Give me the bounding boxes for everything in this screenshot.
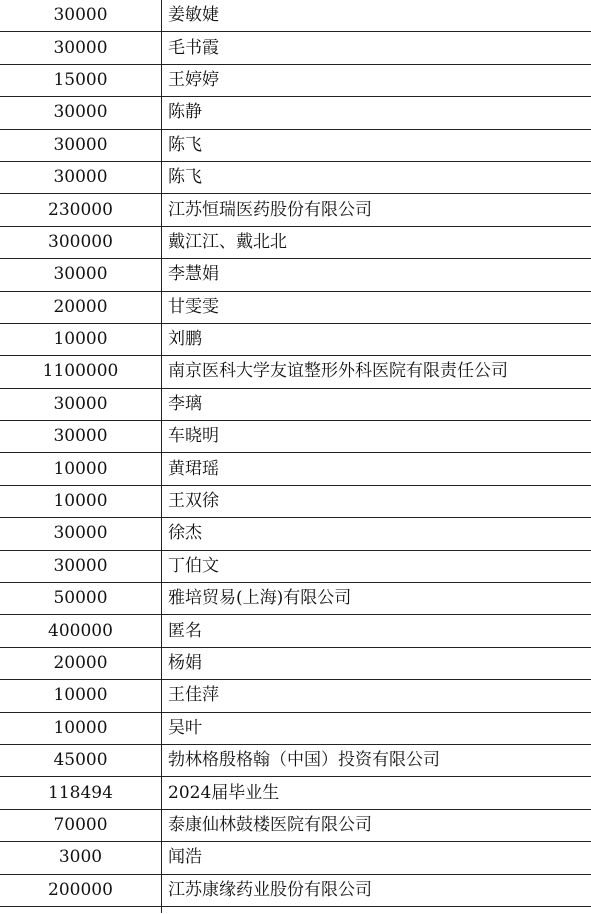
amount-cell: 30000: [0, 97, 162, 129]
amount-cell: 3000: [0, 842, 162, 874]
table-row: [0, 874, 591, 906]
donor-cell: 2024届毕业生: [162, 777, 591, 809]
donor-cell: 李慧娟: [162, 259, 591, 291]
table-row: [0, 842, 591, 874]
donor-cell: 吴叶: [162, 712, 591, 744]
amount-cell: 10000: [0, 485, 162, 517]
amount-cell: 30000: [0, 161, 162, 193]
donor-cell: 徐杰: [162, 518, 591, 550]
amount-cell: 400000: [0, 615, 162, 647]
table-row: [0, 550, 591, 582]
donor-cell: 杨娟: [162, 647, 591, 679]
donor-cell: 陈静: [162, 97, 591, 129]
donor-cell: 闻浩: [162, 842, 591, 874]
donor-cell: 王婷婷: [162, 64, 591, 96]
table-row: [0, 583, 591, 615]
amount-cell: 30000: [0, 129, 162, 161]
amount-cell: 45000: [0, 744, 162, 776]
amount-cell: 15000: [0, 64, 162, 96]
donor-cell: 王佳萍: [162, 680, 591, 712]
table-row: [0, 809, 591, 841]
amount-cell: 20000: [0, 291, 162, 323]
donor-cell: 陈飞: [162, 129, 591, 161]
table-row: [0, 226, 591, 258]
table-row: [0, 518, 591, 550]
table-row: [0, 32, 591, 64]
table-row: [0, 388, 591, 420]
table-row: [0, 712, 591, 744]
donor-cell: 姜敏婕: [162, 0, 591, 32]
table-row: [0, 64, 591, 96]
donor-cell: 陈飞: [162, 161, 591, 193]
donor-cell: 泰康仙林鼓楼医院有限公司: [162, 809, 591, 841]
amount-cell: 118494: [0, 777, 162, 809]
donor-cell: 勃林格殷格翰（中国）投资有限公司: [162, 744, 591, 776]
amount-cell: 10000: [0, 323, 162, 355]
donor-cell: 丁伯文: [162, 550, 591, 582]
table-row: [0, 129, 591, 161]
donor-cell: 刘鹏: [162, 323, 591, 355]
amount-cell: 10000: [0, 680, 162, 712]
amount-cell: 50000: [0, 583, 162, 615]
donor-cell-empty: [162, 906, 591, 913]
table-row: [0, 194, 591, 226]
amount-cell: 30000: [0, 550, 162, 582]
table-row: [0, 453, 591, 485]
amount-cell: 30000: [0, 0, 162, 32]
table-row-partial: [0, 906, 591, 913]
table-row: [0, 744, 591, 776]
table-row: [0, 259, 591, 291]
table-row: [0, 161, 591, 193]
donor-cell: 毛书霞: [162, 32, 591, 64]
amount-cell: 30000: [0, 518, 162, 550]
table-row: [0, 421, 591, 453]
amount-cell: 30000: [0, 388, 162, 420]
donor-cell: 戴江江、戴北北: [162, 226, 591, 258]
table-row: [0, 356, 591, 388]
table-row: [0, 647, 591, 679]
donor-cell: 雅培贸易(上海)有限公司: [162, 583, 591, 615]
amount-cell: 30000: [0, 421, 162, 453]
table-row: [0, 615, 591, 647]
table-row: [0, 291, 591, 323]
table-row: [0, 680, 591, 712]
donor-cell: 李璃: [162, 388, 591, 420]
table-row: [0, 485, 591, 517]
donor-cell: 甘雯雯: [162, 291, 591, 323]
donor-cell: 江苏康缘药业股份有限公司: [162, 874, 591, 906]
amount-cell: 70000: [0, 809, 162, 841]
donor-cell: 车晓明: [162, 421, 591, 453]
amount-cell: 30000: [0, 259, 162, 291]
amount-cell: 300000: [0, 226, 162, 258]
amount-cell: 30000: [0, 32, 162, 64]
amount-cell: 200000: [0, 874, 162, 906]
table-row: [0, 0, 591, 32]
table-row: [0, 777, 591, 809]
donor-cell: 匿名: [162, 615, 591, 647]
table-row: [0, 97, 591, 129]
amount-cell: 1100000: [0, 356, 162, 388]
amount-cell: 20000: [0, 647, 162, 679]
donor-cell: 黄珺瑶: [162, 453, 591, 485]
amount-cell: 10000: [0, 712, 162, 744]
amount-cell-empty: [0, 906, 162, 913]
table-row: [0, 323, 591, 355]
donor-cell: 南京医科大学友谊整形外科医院有限责任公司: [162, 356, 591, 388]
amount-cell: 230000: [0, 194, 162, 226]
amount-cell: 10000: [0, 453, 162, 485]
donor-cell: 江苏恒瑞医药股份有限公司: [162, 194, 591, 226]
donor-cell: 王双徐: [162, 485, 591, 517]
